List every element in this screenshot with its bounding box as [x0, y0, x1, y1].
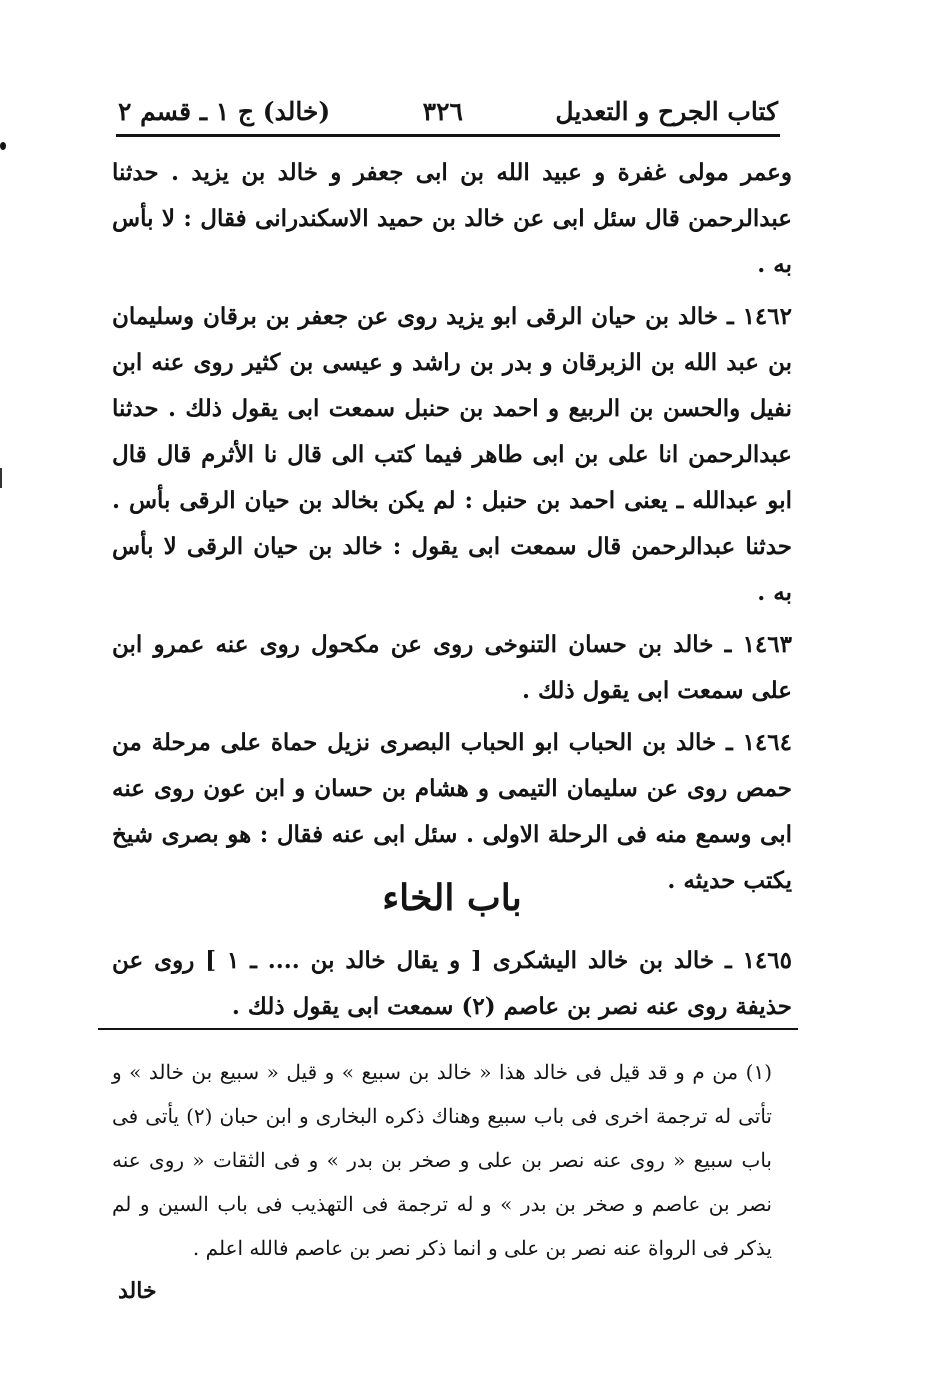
- entry-text: ـ خالد بن حيان الرقى ابو يزيد روى عن جعفر بن برقان وسليمان بن عبد الله بن الزبرقان و بدر بن راشد و عيسى بن كثير روى عنه ابن نفيل والحسن بن الربيع و احمد بن حنبل سمعت ابى يقول ذلك . حدثنا عبدالرحمن انا على بن ابى طاهر فيما كتب الى قال نا الأثرم قال قال ابو عبدالله ـ يعنى احمد بن حنبل : لم يكن بخالد بن حيان الرقى بأس . حدثنا عبدالرحمن قال سمعت ابى يقول : خالد بن حيان الرقى لا بأس به .: [112, 303, 792, 606]
- entry-number: ١٤٦٣: [742, 631, 792, 658]
- footnotes: [112, 1050, 772, 1270]
- entry-number: ١٤٦٥: [742, 947, 792, 974]
- entry-number: ١٤٦٢: [742, 303, 792, 330]
- scan-edge-mark: [0, 468, 2, 488]
- entry-text: ـ خالد بن حسان التنوخى روى عن مكحول روى عنه عمرو ابن على سمعت ابى يقول ذلك .: [112, 631, 792, 704]
- entry-text: ـ خالد بن الحباب ابو الحباب البصرى نزيل حماة على مرحلة من حمص روى عن سليمان التيمى و هشام بن حسان و ابن عون روى عنه ابى وسمع منه فى الرحلة الاولى . سئل ابى عنه فقال : هو بصرى شيخ يكتب حديثه .: [112, 729, 792, 894]
- catchword: خالد: [118, 1278, 157, 1304]
- header-rule: [116, 134, 780, 137]
- entry-1465: [112, 938, 792, 1030]
- section-reference: (خالد) ج ١ ـ قسم ٢: [118, 96, 331, 126]
- entry-text: ـ خالد بن خالد اليشكرى [ و يقال خالد بن .... ـ ١ ] روى عن حذيفة روى عنه نصر بن عاصم (٢) سمعت ابى يقول ذلك .: [112, 947, 792, 1020]
- entry-number: ١٤٦٤: [742, 729, 792, 756]
- entry-1463: [112, 622, 792, 714]
- main-text-continued: [112, 938, 792, 1030]
- book-title: كتاب الجرح و التعديل: [555, 96, 778, 126]
- entry-continuation: [112, 150, 792, 288]
- page-number: ٣٢٦: [422, 96, 463, 126]
- entry-1462: [112, 294, 792, 616]
- footnote-rule: [98, 1028, 798, 1030]
- main-text: [112, 150, 792, 910]
- scan-speck: [0, 142, 6, 150]
- section-heading: باب الخاء: [382, 877, 522, 919]
- footnote: (١) من م و قد قيل فى خالد هذا « خالد بن سبيع » و قيل « سبيع بن خالد » و تأتى له ترجمة اخرى فى باب سبيع وهناك ذكره البخارى و ابن حبان (٢) يأتى فى باب سبيع « روى عنه نصر بن على و صخر بن بدر » و فى الثقات « روى عنه نصر بن عاصم و صخر بن بدر » و له ترجمة فى التهذيب فى باب السين و لم يذكر فى الرواة عنه نصر بن على و انما ذكر نصر بن عاصم فالله اعلم .: [112, 1060, 772, 1260]
- entry-text: وعمر مولى غفرة و عبيد الله بن ابى جعفر و خالد بن يزيد . حدثنا عبدالرحمن قال سئل ابى عن خالد بن حميد الاسكندرانى فقال : لا بأس به .: [112, 159, 792, 278]
- running-header: [118, 88, 778, 134]
